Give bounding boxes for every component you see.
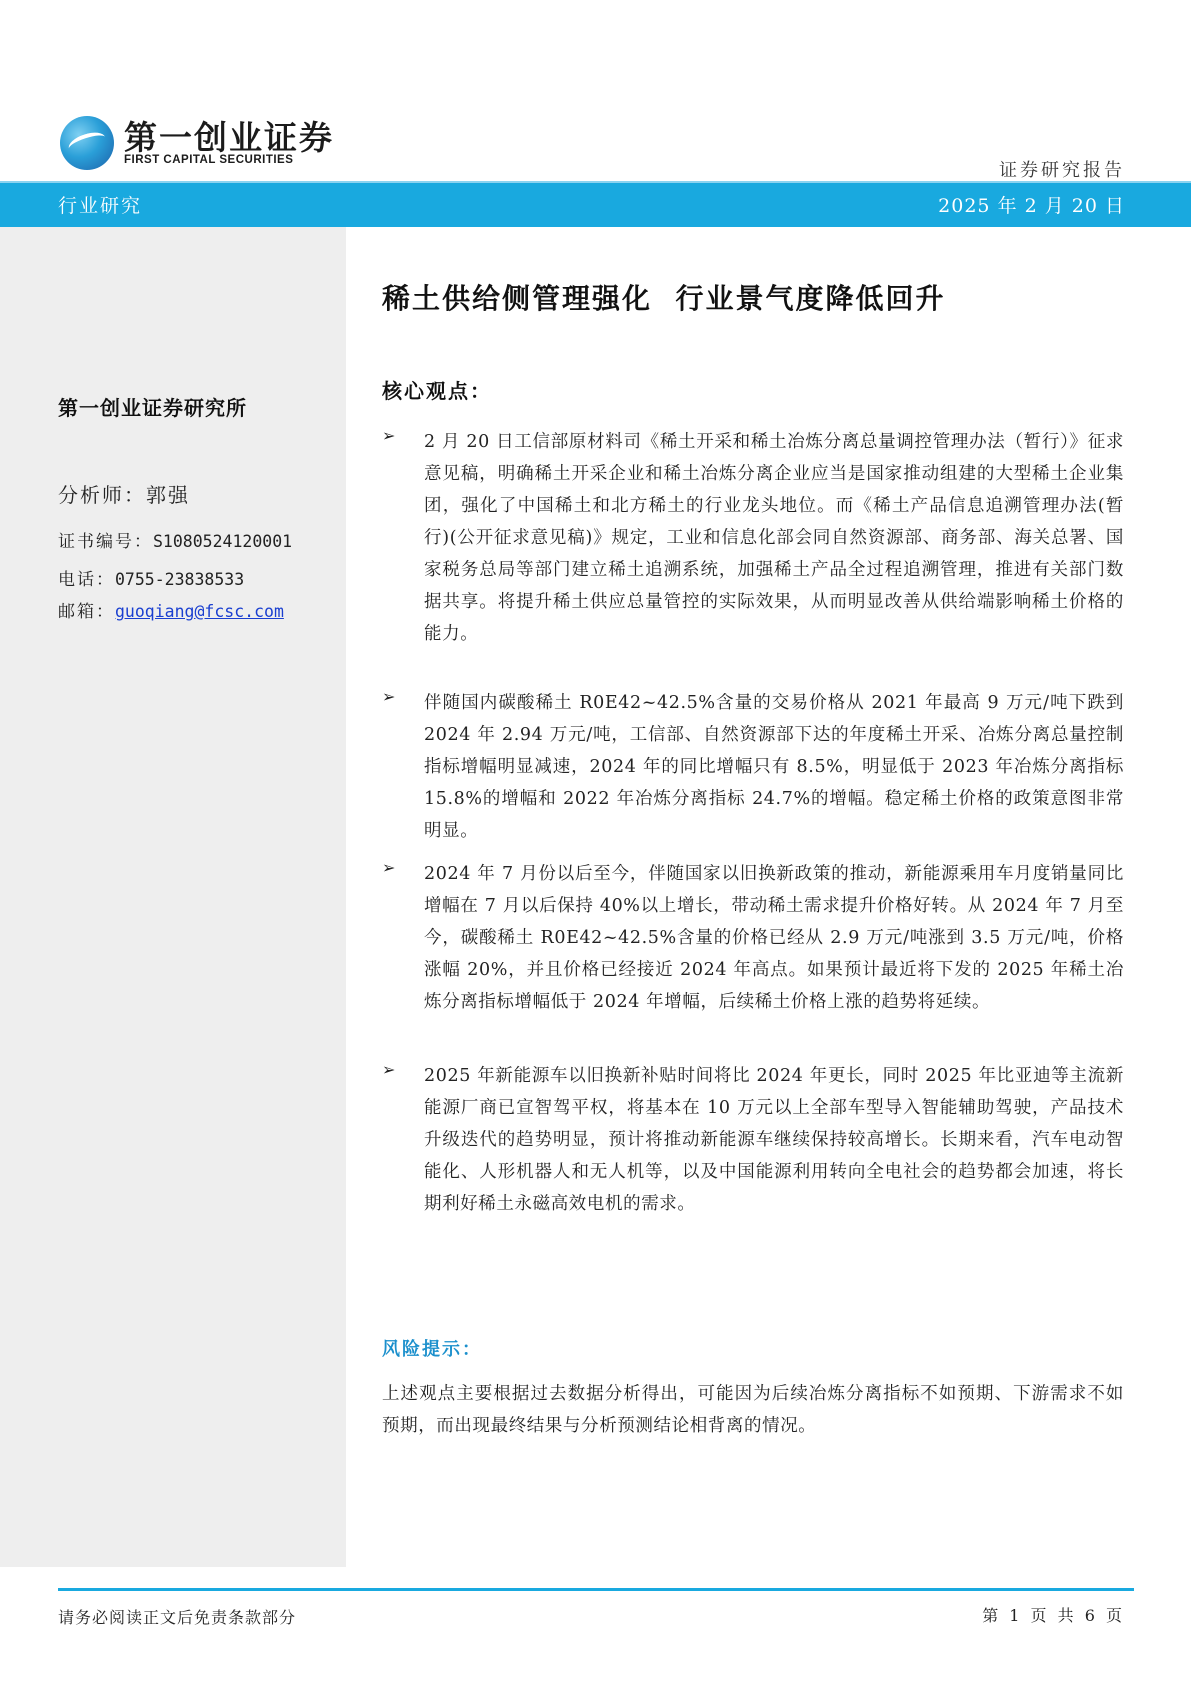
report-date: 2025 年 2 月 20 日 [938,195,1125,217]
core-view-item [382,426,1124,650]
sidebar-panel [0,227,346,1567]
institute-name: 第一创业证券研究所 [58,396,247,420]
email-link[interactable]: guoqiang@fcsc.com [115,602,284,621]
core-view-text: 2024 年 7 月份以后至今，伴随国家以旧换新政策的推动，新能源乘用车月度销量同比增幅在 7 月以后保持 40%以上增长，带动稀土需求提升价格好转。从 2024 年 7 月至今，碳酸稀土 R0E42~42.5%含量的价格已经从 2.9 万元/吨涨到 3.5 万元/吨，价格涨幅 20%，并且价格已经接近 2024 年高点。如果预计最近将下发的 2025 年稀土冶炼分离指标增幅低于 2024 年增幅，后续稀土价格上涨的趋势将延续。 [424,864,1124,1012]
core-view-text: 2 月 20 日工信部原材料司《稀土开采和稀土冶炼分离总量调控管理办法（暂行）》征求意见稿，明确稀土开采企业和稀土冶炼分离企业应当是国家推动组建的大型稀土企业集团，强化了中国稀土和北方稀土的行业龙头地位。而《稀土产品信息追溯管理办法(暂行)(公开征求意见稿)》规定，工业和信息化部会同自然资源部、商务部、海关总署、国家税务总局等部门建立稀土追溯系统，加强稀土产品全过程追溯管理，推进有关部门数据共享。将提升稀土供应总量管控的实际效果，从而明显改善从供给端影响稀土价格的能力。 [424,432,1124,644]
email-address [58,597,284,622]
analyst-name: 分析师：郭强 [58,483,190,507]
risk-text: 上述观点主要根据过去数据分析得出，可能因为后续冶炼分离指标不如预期、下游需求不如预期，而出现最终结果与分析预测结论相背离的情况。 [382,1384,1124,1436]
page-number: 第 1 页 共 6 页 [982,1606,1125,1625]
phone-label: 电话： [58,570,115,590]
core-view-item [382,858,1124,1018]
core-views-heading: 核心观点： [382,379,492,403]
core-view-text: 2025 年新能源车以旧换新补贴时间将比 2024 年更长，同时 2025 年比亚迪等主流新能源厂商已宣智驾平权，将基本在 10 万元以上全部车型导入智能辅助驾驶，产品技术升级迭代的趋势明显，预计将推动新能源车继续保持较高增长。长期来看，汽车电动智能化、人形机器人和无人机等，以及中国能源利用转向全电社会的趋势都会加速，将长期利好稀土永磁高效电机的需求。 [424,1066,1124,1214]
footer-divider [58,1588,1134,1591]
arrow-bullet-icon: ➢ [382,1060,396,1079]
phone-number [58,565,244,590]
risk-heading: 风险提示： [382,1339,482,1360]
cert-number [58,527,292,552]
logo-english-name: FIRST CAPITAL SECURITIES [124,154,294,166]
core-view-item [382,687,1124,847]
arrow-bullet-icon: ➢ [382,858,396,877]
report-title: 稀土供给侧管理强化 行业景气度降低回升 [382,282,946,315]
company-logo [60,112,334,172]
arrow-bullet-icon: ➢ [382,687,396,706]
cert-value: S1080524120001 [153,532,293,551]
arrow-bullet-icon: ➢ [382,426,396,445]
email-label: 邮箱： [58,602,115,622]
core-view-item [382,1060,1124,1220]
cert-label: 证书编号： [58,532,153,552]
report-category: 行业研究 [58,195,143,217]
report-type-label: 证券研究报告 [999,160,1125,181]
logo-chinese-name: 第一创业证券 [124,118,334,157]
core-view-text: 伴随国内碳酸稀土 R0E42~42.5%含量的交易价格从 2021 年最高 9 万元/吨下跌到 2024 年 2.94 万元/吨，工信部、自然资源部下达的年度稀土开采、冶炼分离总量控制指标增幅明显减速，2024 年的同比增幅只有 8.5%，明显低于 2023 年冶炼分离指标 15.8%的增幅和 2022 年冶炼分离指标 24.7%的增幅。稳定稀土价格的政策意图非常明显。 [424,693,1124,841]
phone-value: 0755-23838533 [115,570,245,589]
footer-disclaimer: 请务必阅读正文后免责条款部分 [58,1608,297,1627]
header-banner [0,181,1191,227]
